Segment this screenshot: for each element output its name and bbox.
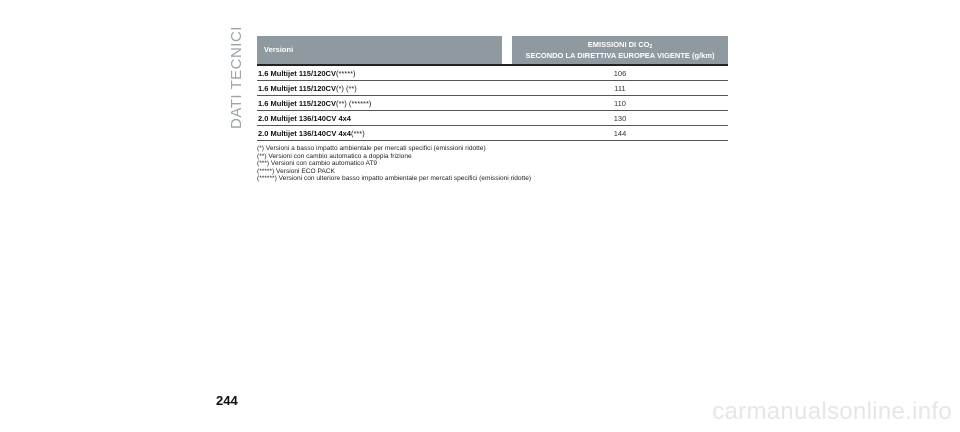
watermark: carmanualsonline.info	[712, 398, 952, 425]
emission-value: 110	[614, 98, 626, 108]
version-note: (*****)	[335, 68, 356, 78]
version-note: (*) (**)	[335, 83, 357, 93]
version-name: 1.6 Multijet 115/120CV	[258, 68, 336, 78]
table-row	[257, 126, 728, 141]
version-name: 2.0 Multijet 136/140CV 4x4	[258, 128, 351, 138]
footnote: (***) Versioni con cambio automatico AT9	[257, 160, 378, 168]
emission-value: 111	[614, 83, 626, 93]
footnote: (******) Versioni con ulteriore basso impatto ambientale per mercati specifici (emissioni ridotte)	[257, 175, 532, 183]
version-name: 1.6 Multijet 115/120CV	[258, 83, 336, 93]
footnote: (*****) Versioni ECO PACK	[257, 167, 335, 175]
footnote: (**) Versioni con cambio automatico a doppia frizione	[257, 152, 412, 160]
table-row	[257, 66, 728, 81]
emission-value: 106	[613, 68, 627, 78]
version-note: (**) (******)	[335, 98, 372, 108]
table-row	[257, 81, 728, 96]
emission-value: 130	[613, 113, 627, 123]
header-versions: Versioni	[257, 36, 502, 64]
header-emissions: EMISSIONI DI $CO_2$ SECONDO LA DIRETTIVA EUROPEA VIGENTE (g/km)	[512, 36, 728, 64]
version-note: (***)	[350, 128, 365, 138]
table-row	[257, 111, 728, 126]
footnotes	[257, 145, 728, 183]
table-header	[257, 36, 728, 64]
version-name: 2.0 Multijet 136/140CV 4x4	[258, 113, 351, 123]
emissions-table	[257, 36, 728, 183]
section-title: DATI TECNICI	[227, 25, 245, 129]
emission-value: 144	[613, 128, 627, 138]
table-row	[257, 96, 728, 111]
footnote: (*) Versioni a basso impatto ambientale per mercati specifici (emissioni ridotte)	[257, 145, 486, 152]
page-number: 244	[216, 393, 238, 408]
version-name: 1.6 Multijet 115/120CV	[258, 98, 336, 108]
